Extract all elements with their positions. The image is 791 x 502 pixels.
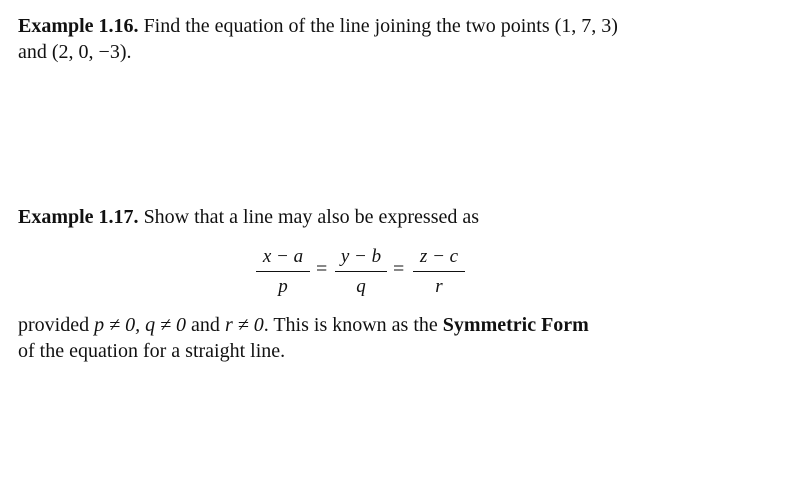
symmetric-form-term: Symmetric Form [442,314,589,336]
equals-sign: = [393,258,405,280]
condition-1: p ≠ 0, q ≠ 0 [94,314,187,336]
example-1-17 [18,204,718,230]
equals-sign: = [316,258,328,280]
fraction-bar [413,271,465,272]
fraction-y [335,246,387,298]
fraction-bar [335,271,387,272]
denominator: q [356,276,366,297]
example-heading: Example 1.17. [18,206,139,228]
text-known: . This is known as the [263,314,443,336]
example-text-2: and [18,41,52,63]
denominator: p [278,276,288,297]
fraction-bar [256,271,310,272]
condition-2: r ≠ 0 [224,314,264,336]
numerator: y − b [340,246,382,267]
example-text: Show that a line may also be expressed as [143,206,480,228]
fraction-x [256,246,310,298]
period: . [126,41,132,63]
numerator: x − a [262,246,304,267]
point-2: (2, 0, −3) [51,41,127,63]
text-provided: provided [18,314,95,336]
example-text: Find the equation of the line joining the two points [143,15,555,37]
text-end: of the equation for a straight line. [18,340,286,362]
example-heading: Example 1.16. [18,15,139,37]
fraction-z [413,246,465,298]
example-1-17-continuation [18,312,718,364]
example-1-16 [18,13,718,65]
denominator: r [435,276,443,297]
text-and: and [186,314,225,336]
symmetric-form-equation [0,246,791,302]
point-1: (1, 7, 3) [554,15,618,37]
numerator: z − c [419,246,459,267]
